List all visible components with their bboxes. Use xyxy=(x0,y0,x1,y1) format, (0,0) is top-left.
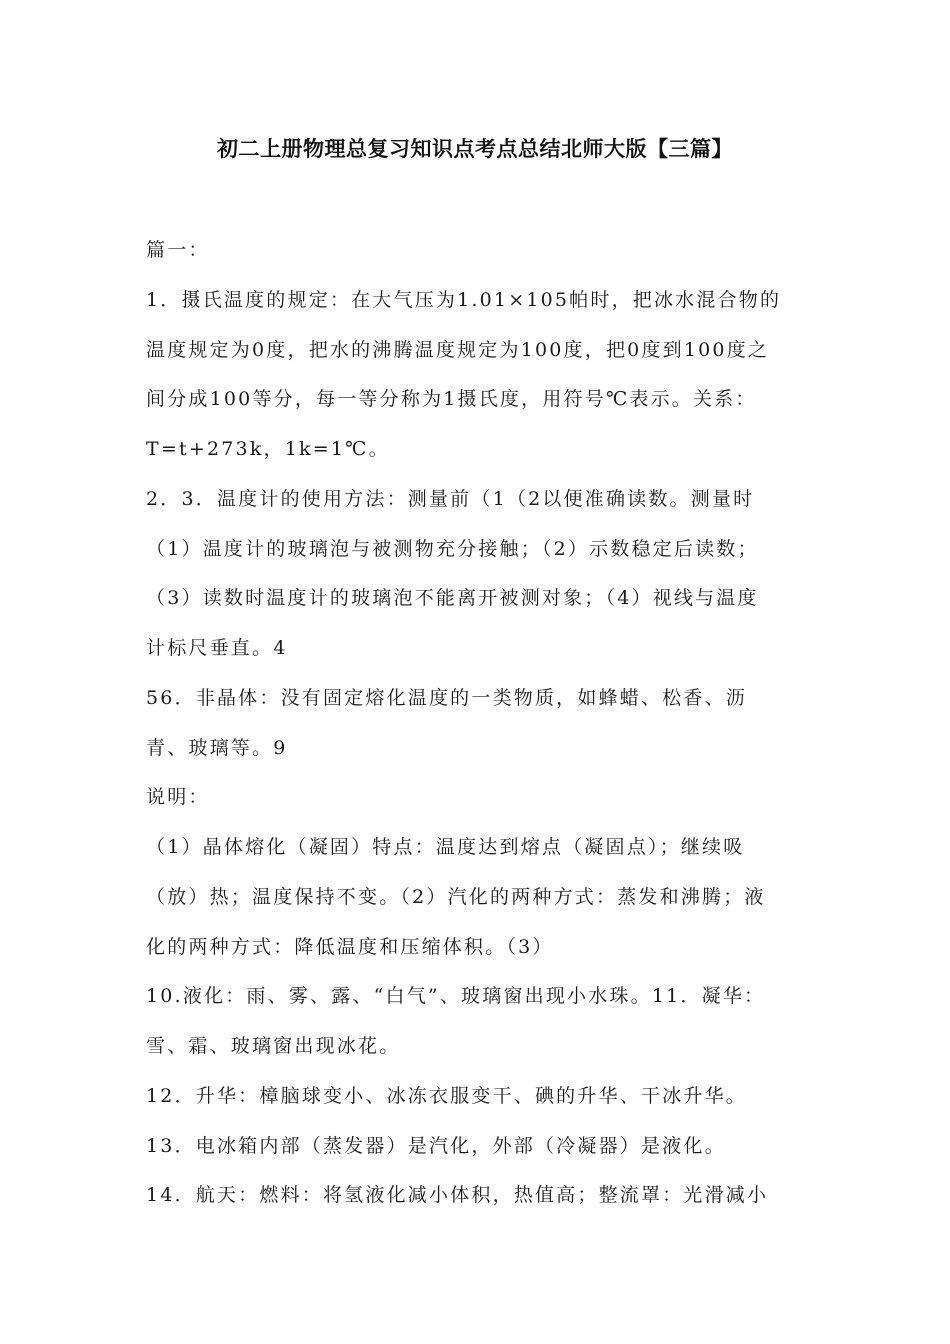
text-line: 10.液化：雨、雾、露、“白气”、玻璃窗出现小水珠。11．凝华： xyxy=(146,985,766,1007)
text-line: （1）温度计的玻璃泡与被测物充分接触；（2）示数稳定后读数； xyxy=(146,538,759,560)
text-line: 间分成100等分，每一等分称为1摄氏度，用符号℃表示。关系： xyxy=(146,388,757,410)
text-line: 雪、霜、玻璃窗出现冰花。 xyxy=(146,1035,401,1057)
document-title: 初二上册物理总复习知识点考点总结北师大版【三篇】 xyxy=(217,137,733,161)
text-line: （3）读数时温度计的玻璃泡不能离开被测对象；（4）视线与温度 xyxy=(146,587,759,609)
text-line: 12．升华：樟脑球变小、冰冻衣服变干、碘的升华、干冰升华。 xyxy=(146,1085,747,1107)
text-line: （放）热；温度保持不变。（2）汽化的两种方式：蒸发和沸腾；液 xyxy=(146,886,766,908)
text-line: T=t+273k，1k=1℃。 xyxy=(146,438,390,460)
text-line: 化的两种方式：降低温度和压缩体积。（3） xyxy=(146,936,554,958)
text-line: 2．3．温度计的使用方法：测量前（1（2以便准确读数。测量时 xyxy=(146,488,755,510)
text-line: 青、玻璃等。9 xyxy=(146,737,288,759)
text-line: 1．摄氏温度的规定：在大气压为1.01×105帕时，把冰水混合物的 xyxy=(146,289,782,311)
text-line: 14．航天：燃料：将氢液化减小体积，热值高；整流罩：光滑减小 xyxy=(146,1184,769,1206)
text-line: 说明： xyxy=(146,786,210,808)
text-line: （1）晶体熔化（凝固）特点：温度达到熔点（凝固点）；继续吸 xyxy=(146,836,745,858)
text-line: 13．电冰箱内部（蒸发器）是汽化，外部（冷凝器）是液化。 xyxy=(146,1135,726,1157)
text-line: 温度规定为0度，把水的沸腾温度规定为100度，把0度到100度之 xyxy=(146,339,770,361)
text-line: 56．非晶体：没有固定熔化温度的一类物质，如蜂蜡、松香、沥 xyxy=(146,687,747,709)
section-heading: 篇一： xyxy=(146,239,210,261)
text-line: 计标尺垂直。4 xyxy=(146,637,288,659)
